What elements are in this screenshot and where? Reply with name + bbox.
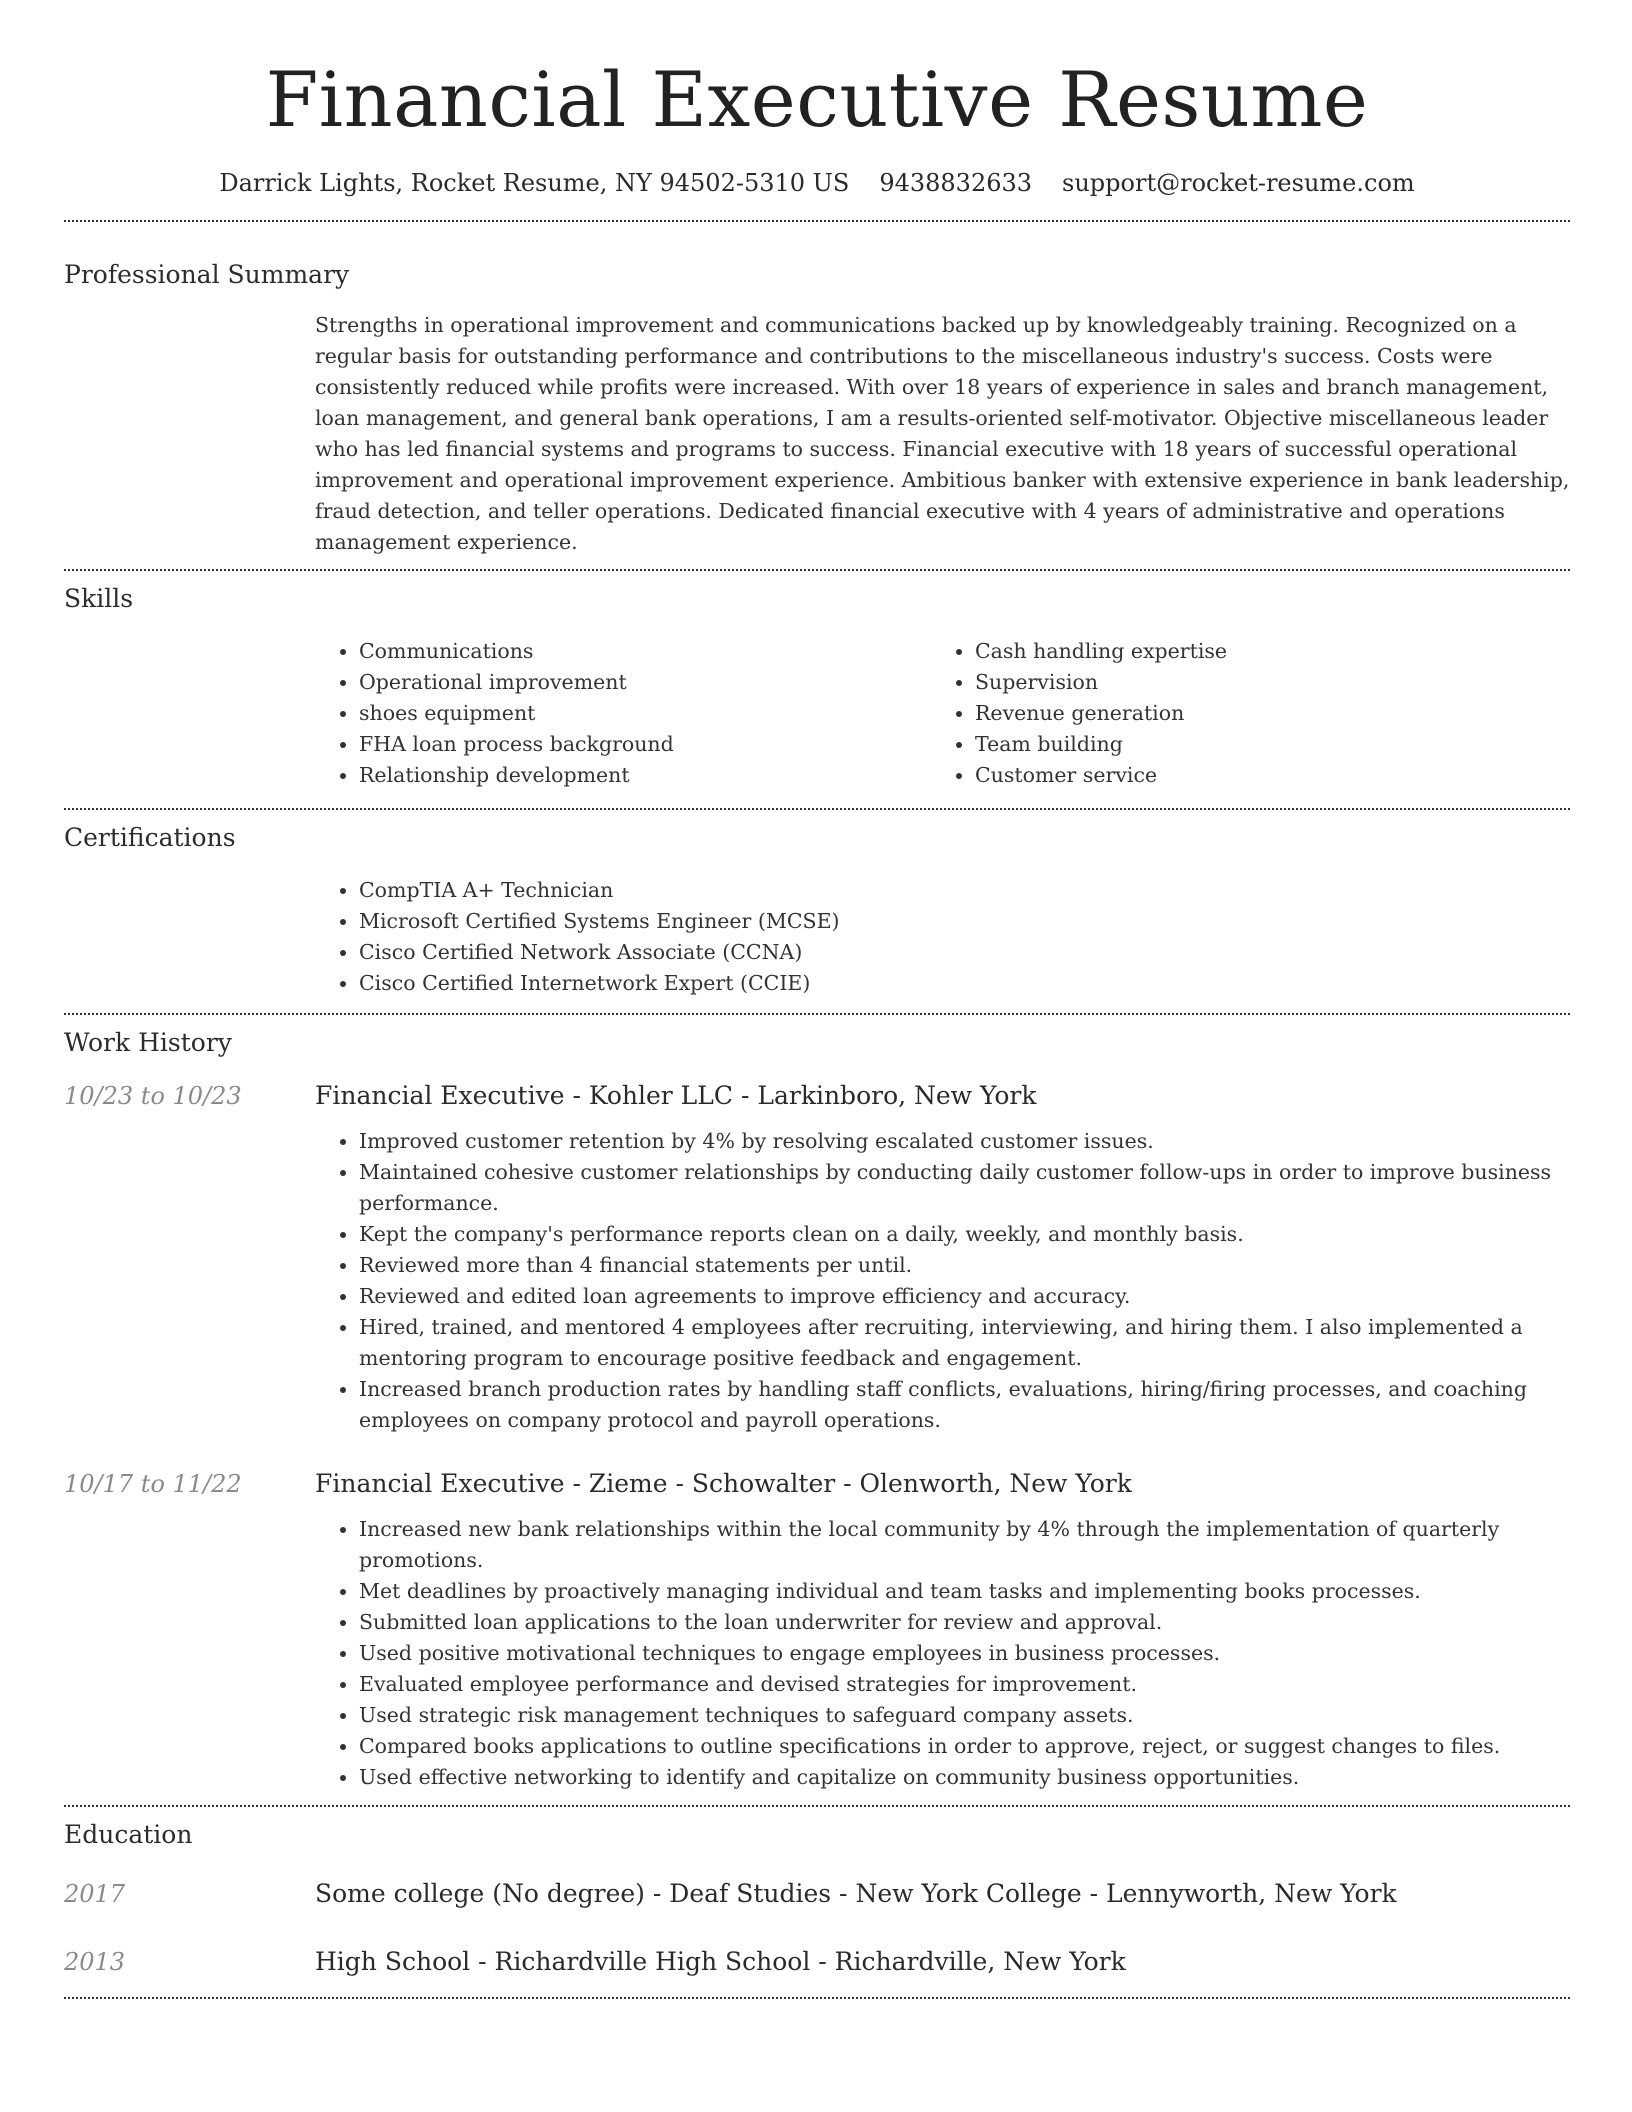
skill-item: • Relationship development [359, 760, 931, 791]
job-dates: 10/17 to 11/22 [64, 1470, 242, 1498]
job-dates: 10/23 to 10/23 [64, 1082, 242, 1110]
skills-heading: Skills [64, 584, 134, 613]
divider [64, 1013, 1570, 1015]
skill-item: • Operational improvement [359, 667, 931, 698]
job-bullet: • Submitted loan applications to the loan underwriter for review and approval. [359, 1607, 1570, 1638]
contact-address: Darrick Lights, Rocket Resume, NY 94502-5310 US [219, 169, 850, 197]
education-section [64, 1818, 1570, 1979]
summary-text: Strengths in operational improvement and communications backed up by knowledgeably training. Recognized on a regular basis for outstanding performance and contributions to the miscellaneous industry's success. Costs were consistently reduced while profits were increased. With over 18 years of experience in sales and branch management, loan management, and general bank operations, I am a results-oriented self-motivator. Objective miscellaneous leader who has led financial systems and programs to success. Financial executive with 18 years of successful operational improvement and operational improvement experience. Ambitious banker with extensive experience in bank leadership, fraud detection, and teller operations. Dedicated financial executive with 4 years of administrative and operations management experience. [315, 313, 1570, 554]
skill-item: • FHA loan process background [359, 729, 931, 760]
job-bullet: • Used strategic risk management techniques to safeguard company assets. [359, 1700, 1570, 1731]
education-title: High School - Richardville High School - Richardville, New York [315, 1947, 1126, 1976]
certification-item: • Cisco Certified Network Associate (CCNA) [359, 937, 1570, 968]
divider [64, 220, 1570, 222]
education-entry [64, 1945, 1570, 1979]
job-bullet: • Increased new bank relationships within the local community by 4% through the implementation of quarterly promotions. [359, 1514, 1570, 1576]
resume-page [64, 0, 1570, 1999]
job-title: Financial Executive - Zieme - Schowalter - Olenworth, New York [315, 1469, 1132, 1498]
skills-list [315, 636, 1570, 791]
work-history-section [64, 1026, 1570, 1793]
job-bullet: • Kept the company's performance reports clean on a daily, weekly, and monthly basis. [359, 1219, 1570, 1250]
skill-item: • Team building [975, 729, 1547, 760]
job-bullet: • Reviewed more than 4 financial statements per until. [359, 1250, 1570, 1281]
certifications-list [315, 875, 1570, 999]
contact-email[interactable]: support@rocket-resume.com [1062, 169, 1415, 197]
job-bullet: • Used effective networking to identify and capitalize on community business opportunities. [359, 1762, 1570, 1793]
job-bullet: • Increased branch production rates by handling staff conflicts, evaluations, hiring/firing processes, and coaching employees on company protocol and payroll operations. [359, 1374, 1570, 1436]
education-year: 2013 [64, 1948, 126, 1976]
job-bullet: • Compared books applications to outline specifications in order to approve, reject, or suggest changes to files. [359, 1731, 1570, 1762]
job-entry [64, 1079, 1570, 1436]
certification-item: • CompTIA A+ Technician [359, 875, 1570, 906]
divider [64, 569, 1570, 571]
summary-section [64, 258, 1570, 558]
skill-item: • Cash handling expertise [975, 636, 1547, 667]
certification-item: • Microsoft Certified Systems Engineer (MCSE) [359, 906, 1570, 937]
job-title: Financial Executive - Kohler LLC - Larkinboro, New York [315, 1081, 1037, 1110]
contact-phone: 9438832633 [879, 169, 1033, 197]
certifications-heading: Certifications [64, 823, 236, 852]
job-entry [64, 1467, 1570, 1793]
skills-column-right [931, 636, 1547, 791]
skills-section [64, 582, 1570, 791]
certifications-section [64, 821, 1570, 999]
divider [64, 808, 1570, 810]
divider [64, 1997, 1570, 1999]
job-bullet: • Used positive motivational techniques to engage employees in business processes. [359, 1638, 1570, 1669]
divider [64, 1805, 1570, 1807]
summary-heading: Professional Summary [64, 260, 350, 289]
skill-item: • Communications [359, 636, 931, 667]
education-entry [64, 1877, 1570, 1911]
job-bullet: • Maintained cohesive customer relationships by conducting daily customer follow-ups in order to improve business performance. [359, 1157, 1570, 1219]
resume-title: Financial Executive Resume [265, 55, 1369, 144]
job-bullet: • Evaluated employee performance and devised strategies for improvement. [359, 1669, 1570, 1700]
skill-item: • shoes equipment [359, 698, 931, 729]
contact-line [64, 166, 1570, 200]
certification-item: • Cisco Certified Internetwork Expert (CCIE) [359, 968, 1570, 999]
skill-item: • Supervision [975, 667, 1547, 698]
skills-column-left [315, 636, 931, 791]
education-year: 2017 [64, 1880, 126, 1908]
job-bullet: • Improved customer retention by 4% by resolving escalated customer issues. [359, 1126, 1570, 1157]
job-bullet: • Hired, trained, and mentored 4 employees after recruiting, interviewing, and hiring them. I also implemented a mentoring program to encourage positive feedback and engagement. [359, 1312, 1570, 1374]
skill-item: • Revenue generation [975, 698, 1547, 729]
skill-item: • Customer service [975, 760, 1547, 791]
job-bullet: • Met deadlines by proactively managing individual and team tasks and implementing books processes. [359, 1576, 1570, 1607]
job-bullet: • Reviewed and edited loan agreements to improve efficiency and accuracy. [359, 1281, 1570, 1312]
work-history-heading: Work History [64, 1028, 232, 1057]
education-title: Some college (No degree) - Deaf Studies - New York College - Lennyworth, New York [315, 1879, 1397, 1908]
education-heading: Education [64, 1820, 193, 1849]
